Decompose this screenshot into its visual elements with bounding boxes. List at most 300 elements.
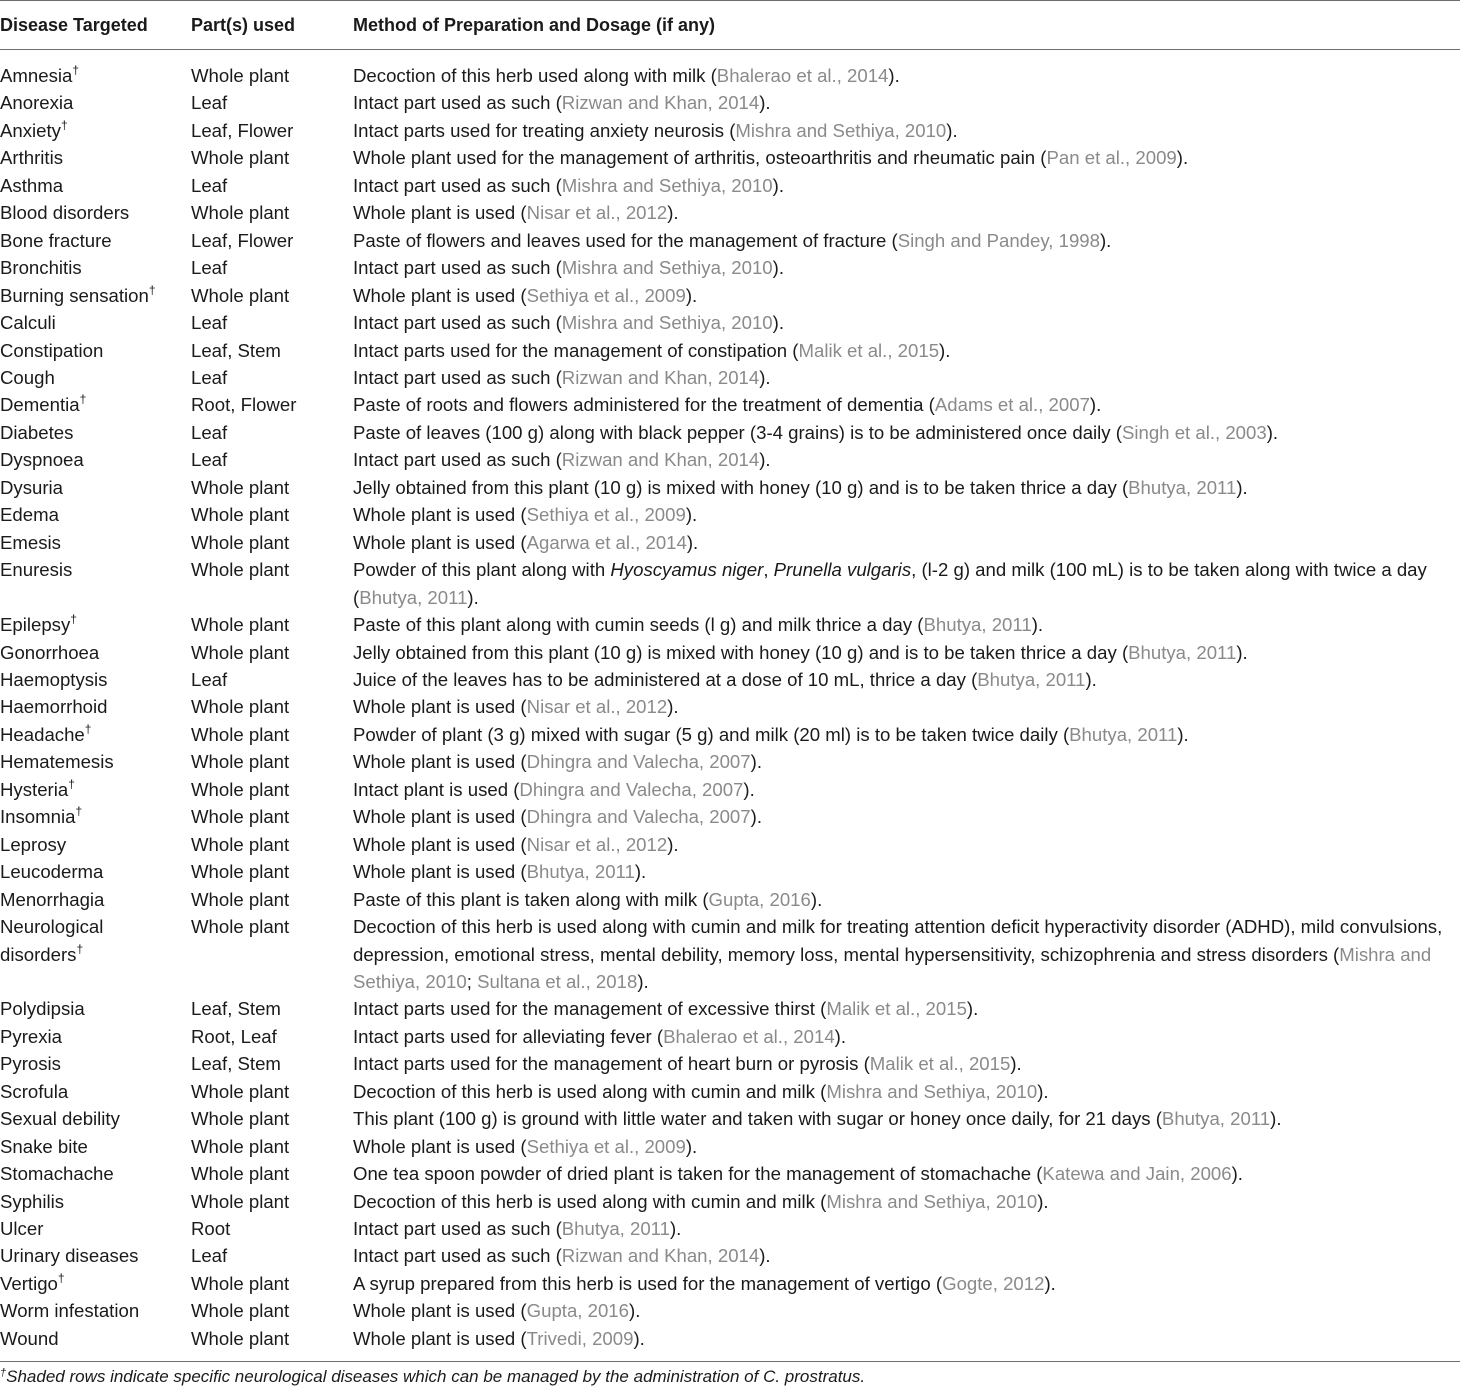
method-text: ). [834,1025,847,1047]
table-bottom-rule [0,1361,1460,1362]
cell-disease [0,1105,191,1132]
method-text: One tea spoon powder of dried plant is taken for the management of stomachache ( [353,1163,1043,1185]
disease-name: Polydipsia [0,998,85,1020]
method-text: ). [669,1218,682,1240]
method-text: Whole plant is used ( [353,1327,527,1349]
cell-method [353,1160,1460,1187]
table-row [0,639,1460,666]
cell-disease [0,886,191,913]
citation-link[interactable]: Singh et al., 2003 [1121,421,1267,443]
method-text: Intact parts used for treating anxiety neurosis ( [353,119,736,141]
citation-link[interactable]: Rizwan and Khan, 2014 [561,92,760,114]
method-text: ). [629,1300,641,1322]
citation-link[interactable]: Bhutya, 2011 [977,668,1086,690]
method-text: Paste of roots and flowers administered for the treatment of dementia ( [353,394,935,416]
citation-link[interactable]: Gogte, 2012 [942,1272,1045,1294]
citation-link[interactable]: Katewa and Jain, 2006 [1042,1163,1232,1185]
citation-link[interactable]: Rizwan and Khan, 2014 [561,366,760,388]
method-text: Intact plant is used ( [353,778,520,800]
citation-link[interactable]: Bhutya, 2011 [359,586,468,608]
species-name: Prunella vulgaris [773,559,912,581]
cell-method [353,1242,1460,1269]
cell-method [353,144,1460,171]
table-row [0,748,1460,775]
method-text: Jelly obtained from this plant (10 g) is mixed with honey (10 g) and is to be taken thrice a day ( [353,476,1129,498]
disease-name: Gonorrhoea [0,641,100,663]
method-text: Intact part used as such ( [353,174,562,196]
disease-name: Syphilis [0,1190,65,1212]
method-text: Powder of plant (3 g) mixed with sugar (5 g) and milk (20 ml) is to be taken twice daily ( [353,723,1070,745]
citation-link[interactable]: Malik et al., 2015 [826,998,967,1020]
method-text: ). [772,312,784,334]
table-row [0,501,1460,528]
cell-part-used: Whole plant [191,806,290,828]
table-row [0,144,1460,171]
method-text: Intact part used as such ( [353,1245,562,1267]
cell-method [353,776,1460,803]
table-row [0,172,1460,199]
method-text: ). [1236,641,1248,663]
cell-part-used: Root, Leaf [191,1025,277,1047]
species-name: Hyoscyamus niger [610,559,764,581]
method-text: Intact part used as such ( [353,92,562,114]
table-row [0,913,1460,995]
method-text: ). [888,65,900,86]
cell-disease [0,913,191,995]
cell-part-used: Leaf [191,1245,228,1267]
cell-disease [0,474,191,501]
method-text: ). [743,778,755,800]
table-body [0,50,1460,1352]
cell-method [353,639,1460,666]
table-row [0,1297,1460,1324]
disease-name: Scrofula [0,1080,69,1102]
method-text: Intact part used as such ( [353,366,562,388]
disease-name: Emesis [0,531,61,553]
dagger-mark: † [57,1270,65,1285]
table-row [0,1050,1460,1077]
cell-disease [0,227,191,254]
disease-name: Stomachache [0,1163,114,1185]
cell-part-used: Root, Flower [191,394,297,416]
method-text: ). [1010,1053,1022,1075]
method-text: ). [759,366,771,388]
disease-name: Anxiety [0,119,61,141]
cell-disease [0,1297,191,1324]
citation-link[interactable]: Bhutya, 2011 [1069,723,1178,745]
citation-link[interactable]: Singh and Pandey, 1998 [897,229,1100,251]
table-row [0,364,1460,391]
table-footnote [0,1366,865,1388]
cell-part-used: Root [191,1218,231,1240]
disease-name: Dysuria [0,476,64,498]
disease-name: Urinary diseases [0,1245,139,1267]
footnote-text: Shaded rows indicate specific neurological diseases which can be managed by the administration of C. prostratus. [6,1367,866,1386]
cell-method [353,995,1460,1022]
cell-method [353,474,1460,501]
disease-name: Burning sensation [0,284,149,306]
cell-part-used: Whole plant [191,1163,290,1185]
disease-name: Worm infestation [0,1300,140,1322]
cell-method [353,913,1460,995]
cell-part-used: Whole plant [191,888,290,910]
table-row [0,227,1460,254]
cell-part-used: Leaf [191,421,228,443]
citation-link[interactable]: Sethiya et al., 2009 [526,504,686,526]
cell-method [353,254,1460,281]
method-text: Whole plant is used ( [353,531,527,553]
method-text: ). [772,174,784,196]
method-text: Paste of this plant along with cumin seeds (l g) and milk thrice a day ( [353,614,924,636]
cell-part-used: Leaf, Flower [191,229,294,251]
method-text: ). [759,1245,771,1267]
cell-method [353,611,1460,638]
cell-disease [0,1188,191,1215]
cell-disease [0,1242,191,1269]
cell-disease [0,391,191,418]
cell-method [353,337,1460,364]
table-header [0,0,1460,50]
disease-name: Asthma [0,174,64,196]
disease-name: Enuresis [0,559,73,581]
cell-disease [0,721,191,748]
table-row [0,529,1460,556]
table-row [0,199,1460,226]
citation-link[interactable]: Bhalerao et al., 2014 [716,65,889,86]
citation-link[interactable]: Adams et al., 2007 [934,394,1090,416]
disease-name: Cough [0,366,55,388]
method-text: Paste of this plant is taken along with milk ( [353,888,709,910]
method-text: ). [966,998,979,1020]
cell-method [353,172,1460,199]
cell-disease [0,1215,191,1242]
cell-method [353,89,1460,116]
method-text: Whole plant is used ( [353,833,527,855]
dagger-mark: † [75,804,83,819]
method-text: ). [667,696,679,718]
citation-link[interactable]: Nisar et al., 2012 [526,202,668,224]
disease-name: Snake bite [0,1135,88,1157]
citation-link[interactable]: Dhingra and Valecha, 2007 [526,751,751,773]
method-text: ). [1044,1272,1056,1294]
citation-link[interactable]: Rizwan and Khan, 2014 [561,449,760,471]
citation-link[interactable]: Bhalerao et al., 2014 [663,1025,835,1047]
cell-method [353,309,1460,336]
citation-link[interactable]: Gupta, 2016 [526,1300,629,1322]
cell-disease [0,50,191,89]
cell-part-used: Whole plant [191,1108,290,1130]
table-row [0,1188,1460,1215]
citation-link[interactable]: Malik et al., 2015 [798,339,940,361]
table-row [0,50,1460,89]
cell-disease [0,1023,191,1050]
cell-part-used: Leaf, Stem [191,339,281,361]
cell-disease [0,995,191,1022]
method-text: Intact part used as such ( [353,449,562,471]
table-row [0,1078,1460,1105]
table-row [0,666,1460,693]
cell-method [353,1188,1460,1215]
method-text: ). [1236,476,1248,498]
cell-part-used: Whole plant [191,559,290,581]
cell-method [353,1297,1460,1324]
dagger-mark: † [70,612,77,627]
table-row [0,446,1460,473]
method-text: ). [1099,229,1112,251]
dagger-mark: † [76,941,84,956]
cell-disease [0,556,191,611]
table-row [0,611,1460,638]
cell-part-used: Whole plant [191,641,290,663]
disease-name: Wound [0,1327,59,1349]
cell-method [353,1078,1460,1105]
cell-disease [0,501,191,528]
method-text: Intact part used as such ( [353,1218,562,1240]
cell-disease [0,803,191,830]
cell-part-used: Whole plant [191,723,290,745]
disease-name: Constipation [0,339,104,361]
table-row [0,474,1460,501]
cell-method [353,364,1460,391]
method-text: ). [1266,421,1279,443]
cell-part-used: Leaf [191,174,228,196]
disease-name: Sexual debility [0,1108,120,1130]
citation-link[interactable]: Nisar et al., 2012 [526,696,668,718]
table-row [0,803,1460,830]
citation-link[interactable]: Mishra and Sethiya, 2010 [826,1080,1038,1102]
disease-name: Vertigo [0,1272,58,1294]
cell-disease [0,1270,191,1297]
method-text: ). [759,449,771,471]
method-text: Whole plant is used ( [353,1300,527,1322]
method-text: Whole plant is used ( [353,1135,527,1157]
cell-method [353,748,1460,775]
citation-link[interactable]: Bhutya, 2011 [526,861,635,883]
citation-link[interactable]: Dhingra and Valecha, 2007 [526,806,751,828]
cell-method [353,1325,1460,1352]
cell-method [353,803,1460,830]
citation-link[interactable]: Malik et al., 2015 [869,1053,1011,1075]
dagger-mark: † [72,63,80,77]
method-text: Intact parts used for the management of heart burn or pyrosis ( [353,1053,870,1075]
cell-part-used: Whole plant [191,861,290,883]
disease-name: Menorrhagia [0,888,105,910]
table-row [0,89,1460,116]
citation-link[interactable]: Agarwa et al., 2014 [526,531,687,553]
cell-disease [0,1160,191,1187]
citation-link[interactable]: Sultana et al., 2018 [477,970,638,992]
disease-name: Pyrexia [0,1025,63,1047]
method-text: Whole plant used for the management of arthritis, osteoarthritis and rheumatic pain ( [353,147,1047,169]
cell-part-used: Leaf, Stem [191,1053,281,1075]
table-row [0,831,1460,858]
disease-name: Neurological disorders [0,916,104,965]
header-method: Method of Preparation and Dosage (if any) [353,15,716,35]
cell-disease [0,144,191,171]
cell-part-used: Whole plant [191,531,290,553]
header-parts-used: Part(s) used [191,15,296,35]
cell-disease [0,419,191,446]
cell-method [353,419,1460,446]
cell-part-used: Whole plant [191,284,290,306]
cell-part-used: Whole plant [191,65,290,86]
cell-method [353,1023,1460,1050]
dagger-mark: † [79,392,87,407]
cell-disease [0,254,191,281]
cell-method [353,1133,1460,1160]
cell-method [353,1215,1460,1242]
citation-link[interactable]: Nisar et al., 2012 [526,833,668,855]
cell-disease [0,117,191,144]
method-text: Juice of the leaves has to be administered at a dose of 10 mL, thrice a day ( [353,668,978,690]
method-text: Whole plant is used ( [353,861,527,883]
method-text: Whole plant is used ( [353,284,527,306]
citation-link[interactable]: Mishra and Sethiya, 2010 [561,312,773,334]
cell-part-used: Whole plant [191,147,290,169]
cell-part-used: Whole plant [191,1190,290,1212]
disease-name: Amnesia [0,65,73,86]
citation-link[interactable]: Mishra and Sethiya, 2010 [826,1190,1038,1212]
method-text: Whole plant is used ( [353,751,527,773]
citation-link[interactable]: Mishra and Sethiya, 2010 [353,943,1432,992]
method-text: This plant (100 g) is ground with little water and taken with sugar or honey once daily, for 21 days ( [353,1108,1162,1130]
cell-method [353,556,1460,611]
citation-link[interactable]: Bhutya, 2011 [1128,476,1237,498]
cell-disease [0,639,191,666]
method-text: ). [1085,668,1097,690]
cell-disease [0,858,191,885]
method-text: ). [1231,1163,1243,1185]
method-text: ). [1089,394,1102,416]
cell-disease [0,748,191,775]
method-text: Jelly obtained from this plant (10 g) is mixed with honey (10 g) and is to be taken thrice a day ( [353,641,1129,663]
citation-link[interactable]: Gupta, 2016 [708,888,811,910]
citation-link[interactable]: Mishra and Sethiya, 2010 [561,257,773,279]
cell-method [353,199,1460,226]
table-row [0,1242,1460,1269]
citation-link[interactable]: Mishra and Sethiya, 2010 [735,119,947,141]
citation-link[interactable]: Sethiya et al., 2009 [526,1135,686,1157]
cell-method [353,391,1460,418]
method-text: ). [637,970,649,992]
disease-name: Haemorrhoid [0,696,108,718]
disease-name: Hematemesis [0,751,114,773]
citation-link[interactable]: Bhutya, 2011 [1128,641,1237,663]
method-text: ). [634,861,647,883]
method-text: ). [1031,614,1044,636]
method-text: A syrup prepared from this herb is used for the management of vertigo ( [353,1272,943,1294]
method-text: ). [1177,723,1189,745]
table-row [0,282,1460,309]
cell-method [353,1270,1460,1297]
table-row [0,117,1460,144]
method-text: ). [467,586,479,608]
method-text: Paste of leaves (100 g) along with black pepper (3-4 grains) is to be administered once daily ( [353,421,1122,443]
cell-disease [0,666,191,693]
cell-method [353,282,1460,309]
method-text: , (l-2 g) and milk (100 mL) is to be taken along with twice a day ( [353,559,1427,608]
table-row [0,886,1460,913]
header-rule [0,49,1460,50]
method-text: ). [946,119,958,141]
cell-part-used: Whole plant [191,778,290,800]
citation-link[interactable]: Bhutya, 2011 [561,1218,670,1240]
disease-name: Headache [0,723,85,745]
method-text: ). [810,888,823,910]
disease-name: Insomnia [0,806,76,828]
method-text: ). [667,833,679,855]
citation-link[interactable]: Bhutya, 2011 [923,614,1032,636]
disease-name: Edema [0,504,59,526]
disease-name: Dementia [0,394,80,416]
disease-name: Hysteria [0,778,69,800]
citation-link[interactable]: Rizwan and Khan, 2014 [561,1245,760,1267]
cell-part-used: Leaf [191,668,228,690]
cell-disease [0,309,191,336]
citation-link[interactable]: Mishra and Sethiya, 2010 [561,174,773,196]
cell-method [353,446,1460,473]
table-row [0,419,1460,446]
dagger-mark: † [148,282,156,297]
method-text: Intact parts used for the management of constipation ( [353,339,799,361]
cell-part-used: Whole plant [191,202,290,224]
cell-part-used: Whole plant [191,696,290,718]
disease-name: Pyrosis [0,1053,61,1075]
dagger-mark: † [84,721,92,736]
disease-name: Ulcer [0,1218,44,1240]
table-row [0,309,1460,336]
cell-part-used: Whole plant [191,833,290,855]
cell-part-used: Whole plant [191,504,290,526]
cell-method [353,529,1460,556]
method-text: ). [750,806,762,828]
cell-disease [0,831,191,858]
method-text: ). [685,1135,698,1157]
method-text: Intact part used as such ( [353,257,562,279]
cell-method [353,1050,1460,1077]
cell-part-used: Leaf, Stem [191,998,281,1020]
citation-link[interactable]: Pan et al., 2009 [1046,147,1177,169]
citation-link[interactable]: Bhutya, 2011 [1161,1108,1271,1130]
cell-disease [0,89,191,116]
cell-method [353,117,1460,144]
table-row [0,391,1460,418]
dagger-mark: † [68,776,75,791]
cell-method [353,693,1460,720]
citation-link[interactable]: Trivedi, 2009 [526,1327,634,1349]
method-text: Whole plant is used ( [353,202,527,224]
cell-method [353,831,1460,858]
method-text: ). [772,257,784,279]
table-row [0,721,1460,748]
cell-part-used: Whole plant [191,614,290,636]
disease-name: Leucoderma [0,861,104,883]
table-row [0,1160,1460,1187]
citation-link[interactable]: Sethiya et al., 2009 [526,284,686,306]
method-text: Intact part used as such ( [353,312,562,334]
cell-method [353,50,1460,89]
cell-method [353,227,1460,254]
cell-part-used: Whole plant [191,1327,290,1349]
cell-method [353,858,1460,885]
cell-disease [0,282,191,309]
method-text: ). [685,504,698,526]
table-row [0,858,1460,885]
citation-link[interactable]: Dhingra and Valecha, 2007 [519,778,744,800]
cell-part-used: Whole plant [191,476,290,498]
table-row [0,254,1460,281]
cell-part-used: Leaf [191,257,228,279]
